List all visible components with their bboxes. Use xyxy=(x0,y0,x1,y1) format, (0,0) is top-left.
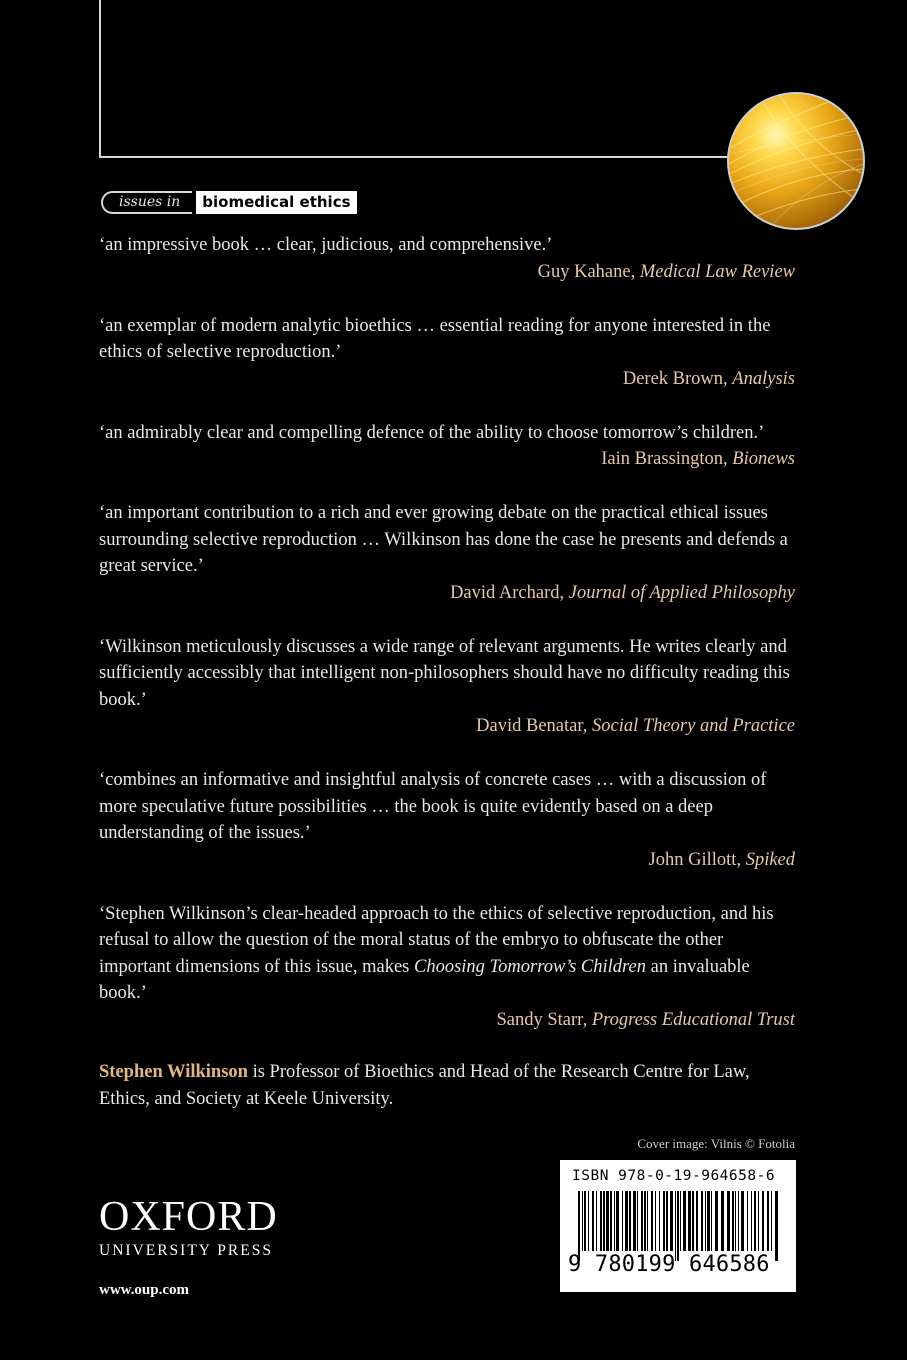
quote-attribution: Sandy Starr, Progress Educational Trust xyxy=(496,1009,795,1030)
quote-source: Bionews xyxy=(732,449,795,469)
cover-image-circle xyxy=(727,92,865,230)
quote-text: ‘an exemplar of modern analytic bioethics … essential reading for anyone interested in the ethics of selective reproduction.’ xyxy=(99,315,771,362)
isbn-text: ISBN 978-0-19-964658-6 xyxy=(572,1168,776,1184)
barcode-bar xyxy=(592,1191,594,1251)
barcode-bar xyxy=(767,1191,769,1251)
quote-source: Medical Law Review xyxy=(639,261,795,282)
series-prefix: issues in xyxy=(101,191,192,214)
quote-author: Iain Brassington xyxy=(601,449,724,469)
barcode-bar xyxy=(610,1191,612,1251)
quote-text: ‘an impressive book … clear, judicious, and comprehensive.’ xyxy=(99,235,553,255)
barcode-bar xyxy=(625,1191,628,1251)
barcode-bar xyxy=(738,1191,739,1251)
barcode-bar xyxy=(644,1191,646,1251)
barcode-bar xyxy=(659,1191,660,1251)
barcode-bars xyxy=(570,1191,786,1261)
barcode-bar xyxy=(762,1191,764,1251)
barcode-bar xyxy=(751,1191,752,1251)
quote-source: Analysis xyxy=(732,368,795,389)
book-title: Choosing Tomorrow’s Children xyxy=(414,956,646,977)
quote-author: Sandy Starr xyxy=(496,1009,583,1030)
barcode-bar xyxy=(606,1191,609,1251)
quote-source: Social Theory and Practice xyxy=(592,716,795,736)
barcode-bar xyxy=(758,1191,759,1251)
quote-text xyxy=(99,901,795,1007)
quote-attribution: Iain Brassington, Bionews xyxy=(601,449,795,469)
quote-source: Journal of Applied Philosophy xyxy=(568,582,795,603)
barcode-bar xyxy=(732,1191,734,1251)
review-quote xyxy=(99,420,795,473)
barcode-bar xyxy=(670,1191,673,1251)
barcode-bar xyxy=(616,1191,619,1251)
barcode-bar xyxy=(747,1191,748,1251)
quote-attribution: Derek Brown, Analysis xyxy=(622,368,795,389)
review-quote xyxy=(99,901,795,1033)
isbn-barcode xyxy=(560,1160,796,1292)
quote-source: Progress Educational Trust xyxy=(591,1009,795,1030)
barcode-bar xyxy=(637,1191,638,1251)
barcode-bar xyxy=(705,1191,706,1251)
barcode-bar xyxy=(688,1191,691,1251)
quote-author: Derek Brown xyxy=(622,368,724,389)
barcode-bar xyxy=(603,1191,605,1251)
author-name: Stephen Wilkinson xyxy=(99,1062,248,1082)
barcode-bar xyxy=(683,1191,686,1251)
barcode-bar xyxy=(707,1191,710,1251)
publisher-subtitle: UNIVERSITY PRESS xyxy=(99,1242,273,1259)
series-label xyxy=(101,191,357,214)
review-quote xyxy=(99,313,795,392)
quote-attribution: Guy Kahane, Medical Law Review xyxy=(537,261,795,282)
series-title: biomedical ethics xyxy=(196,191,356,214)
barcode-bar xyxy=(614,1191,615,1251)
quote-text: ‘an admirably clear and compelling defence of the ability to choose tomorrow’s children.’ xyxy=(99,422,765,443)
review-quote xyxy=(99,500,795,606)
barcode-bar xyxy=(622,1191,623,1251)
quote-text-part: ‘Stephen Wilkinson’s clear-headed approach to the ethics of selective reproduction, and his refusal to allow the question of the moral status of the embryo to obfuscate the other important dimensions of this issue, makes xyxy=(99,903,774,977)
barcode-bar xyxy=(584,1191,586,1251)
barcode-bar xyxy=(655,1191,656,1251)
barcode-bar xyxy=(629,1191,631,1251)
barcode-bar xyxy=(711,1191,712,1251)
feather-image xyxy=(729,94,863,228)
author-bio xyxy=(99,1059,795,1112)
isbn-digits: 9 780199 646586 xyxy=(568,1252,770,1277)
frame-line-vertical xyxy=(99,0,101,158)
barcode-bar xyxy=(666,1191,668,1251)
barcode-bar xyxy=(735,1191,736,1251)
review-quote xyxy=(99,232,795,285)
barcode-bar xyxy=(721,1191,724,1251)
barcode-bar xyxy=(588,1191,589,1251)
quote-text: ‘Wilkinson meticulously discusses a wide range of relevant arguments. He writes clearly and sufficiently accessibly that intelligent non-philosophers should have no difficulty reading this book.’ xyxy=(99,636,790,710)
barcode-bar xyxy=(775,1191,778,1261)
barcode-bar xyxy=(582,1191,583,1251)
quote-text-part: an invaluable book.’ xyxy=(99,956,750,1003)
publisher-name: OXFORD xyxy=(99,1194,278,1240)
quote-attribution: David Archard, Journal of Applied Philosophy xyxy=(450,582,795,603)
quote-author: David Benatar xyxy=(476,716,583,736)
barcode-bar xyxy=(651,1191,653,1251)
review-quote xyxy=(99,767,795,873)
barcode-bar xyxy=(680,1191,681,1251)
quote-author: David Archard xyxy=(450,582,560,603)
barcode-bar xyxy=(701,1191,703,1251)
review-quote xyxy=(99,634,795,740)
quote-attribution: David Benatar, Social Theory and Practice xyxy=(476,716,795,736)
barcode-bar xyxy=(596,1191,597,1251)
barcode-bar xyxy=(754,1191,756,1251)
barcode-bar xyxy=(677,1191,679,1261)
frame-line-horizontal xyxy=(99,156,735,158)
publisher-logo xyxy=(99,1196,278,1299)
barcode-bar xyxy=(771,1191,772,1251)
quote-attribution: John Gillott, Spiked xyxy=(648,849,795,870)
barcode-bar xyxy=(600,1191,602,1251)
cover-credit: Cover image: Vilnis © Fotolia xyxy=(637,1136,795,1151)
barcode-bar xyxy=(647,1191,648,1251)
barcode-bar xyxy=(663,1191,665,1251)
barcode-bar xyxy=(696,1191,698,1251)
quote-source: Spiked xyxy=(745,849,795,870)
barcode-bar xyxy=(641,1191,643,1251)
quote-author: Guy Kahane xyxy=(537,261,631,282)
barcode-bar xyxy=(633,1191,636,1251)
barcode-bar xyxy=(727,1191,730,1251)
publisher-url[interactable]: www.oup.com xyxy=(99,1282,190,1298)
author-bio-text: is Professor of Bioethics and Head of the Research Centre for Law, Ethics, and Society at Keele University. xyxy=(99,1062,750,1109)
barcode-bar xyxy=(741,1191,744,1251)
barcode-bar xyxy=(692,1191,694,1251)
barcode-bar xyxy=(675,1191,676,1261)
quote-author: John Gillott xyxy=(648,849,737,870)
barcode-bar xyxy=(578,1191,580,1261)
quote-text: ‘combines an informative and insightful analysis of concrete cases … with a discussion of more speculative future possibilities … the book is quite evidently based on a deep understanding of the issues.’ xyxy=(99,770,767,843)
review-quotes xyxy=(99,232,795,1061)
quote-text: ‘an important contribution to a rich and ever growing debate on the practical ethical issues surrounding selective reproduction … Wilkinson has done the case he presents and defends a great service.’ xyxy=(99,503,788,576)
barcode-bar xyxy=(715,1191,718,1251)
